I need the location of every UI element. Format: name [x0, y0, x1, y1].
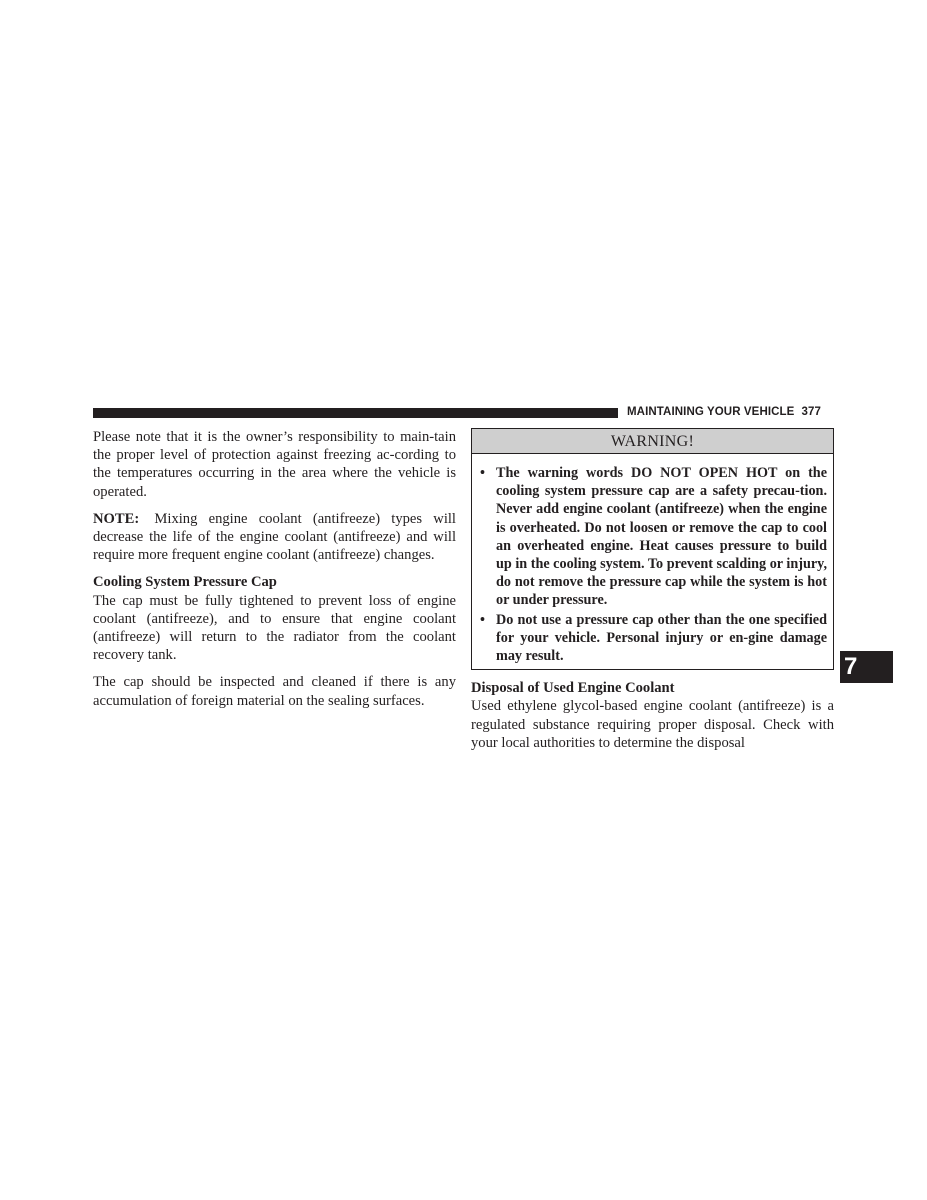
disposal-heading: Disposal of Used Engine Coolant [471, 680, 675, 697]
note-label: NOTE: [93, 510, 140, 527]
pressure-cap-heading: Cooling System Pressure Cap [93, 574, 277, 591]
inspection-paragraph: The cap should be inspected and cleaned if there is any accumulation of foreign material on the sealing surfaces. [93, 674, 456, 709]
warning-box [471, 428, 834, 670]
warning-list [472, 454, 833, 669]
bullet-icon: • [480, 611, 485, 628]
note-text: Mixing engine coolant (antifreeze) types will decrease the life of the engine coolant (antifreeze) and will require more frequent engine coolant (antifreeze) changes. [93, 510, 456, 564]
intro-paragraph: Please note that it is the owner’s responsibility to main-tain the proper level of protection against freezing ac-cording to the temperatures occurring in the area where the vehicle is operated. [93, 429, 456, 500]
section-title: MAINTAINING YOUR VEHICLE [627, 406, 795, 418]
warning-item-text: The warning words DO NOT OPEN HOT on the cooling system pressure cap are a safety precau-tion. Never add engine coolant (antifreeze) when the engine is overheated. Do not loosen or remove the cap to cool an overheated engine. Heat causes pressure to build up in the cooling system. To prevent scalding or injury, do not remove the pressure cap while the system is hot or under pressure. [496, 465, 827, 609]
page-number: 377 [801, 406, 821, 418]
bullet-icon: • [480, 465, 485, 481]
warning-item-text: Do not use a pressure cap other than the one specified for your vehicle. Personal injury or en-gine damage may result. [496, 611, 827, 665]
note-paragraph [93, 510, 456, 565]
disposal-paragraph: Used ethylene glycol-based engine coolant (antifreeze) is a regulated substance requiring proper disposal. Check with your local authorities to determine the disposal [471, 698, 834, 751]
chapter-tab: 7 [840, 651, 893, 683]
left-column [93, 428, 456, 710]
warning-item [480, 611, 827, 666]
pressure-cap-paragraph: The cap must be fully tightened to prevent loss of engine coolant (antifreeze), and to ensure that engine coolant (antifreeze) will return to the radiator from the coolant recovery tank. [93, 592, 456, 664]
right-column [471, 428, 834, 752]
running-head [627, 406, 837, 418]
warning-title: WARNING! [472, 429, 833, 454]
header-rule [93, 408, 618, 418]
warning-item [480, 464, 827, 610]
